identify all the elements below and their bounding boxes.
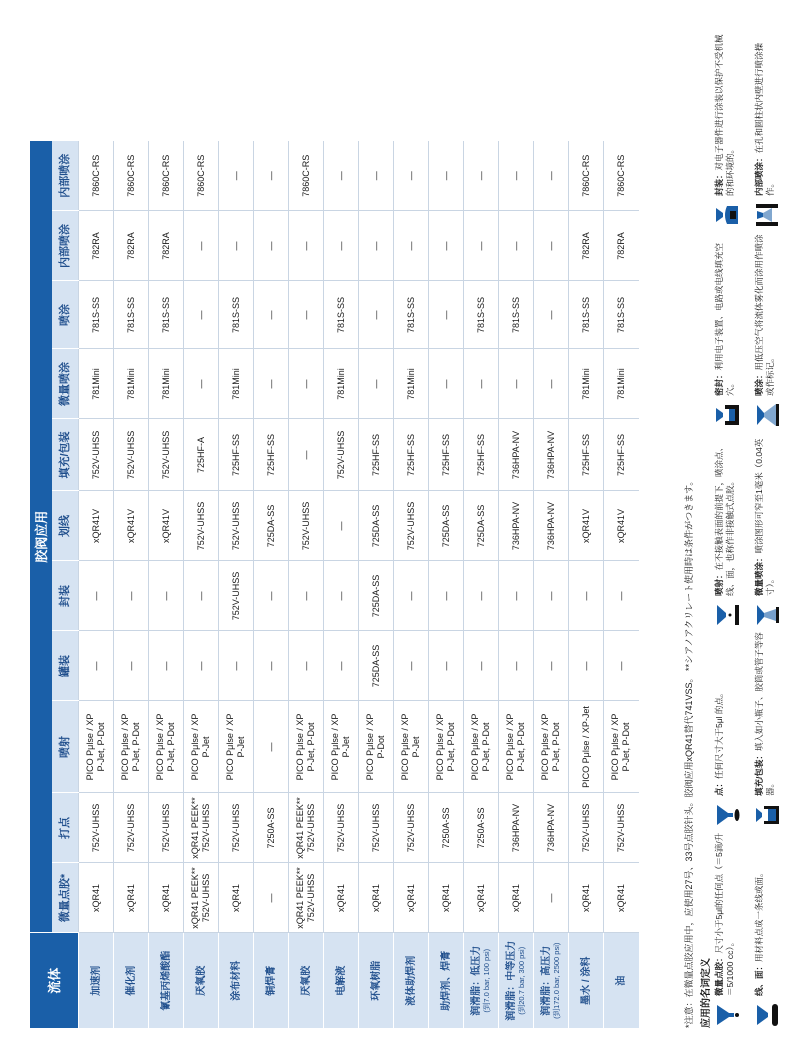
table-cell: — <box>464 631 499 701</box>
table-row <box>219 141 254 1028</box>
table-cell: — <box>534 141 569 211</box>
table-cell: — <box>184 631 219 701</box>
table-cell: 736HPA-NV <box>499 491 534 561</box>
table-cell: — <box>254 631 289 701</box>
fluid-name: 环氧树脂 <box>359 933 394 1028</box>
table-cell: 752V-UHSS <box>289 491 324 561</box>
table-cell: 752V-UHSS <box>114 419 149 491</box>
table-cell: xQR41 <box>394 863 429 933</box>
table-cell: — <box>289 419 324 491</box>
table-cell: 782RA <box>604 211 639 281</box>
legend-item <box>752 28 782 228</box>
table-cell: xQR41 PEEK** 752V-UHSS <box>289 793 324 863</box>
table-row <box>254 141 289 1028</box>
internal-spray-icon <box>754 202 780 228</box>
table-cell: 7860C-RS <box>604 141 639 211</box>
table-row <box>359 141 394 1028</box>
table-body <box>79 141 639 1028</box>
table-cell: xQR41 <box>604 863 639 933</box>
table-cell: — <box>499 141 534 211</box>
table-row <box>324 141 359 1028</box>
column-header: 喷涂 <box>52 281 79 349</box>
table-row <box>79 141 114 1028</box>
legend-item <box>712 428 742 628</box>
table-cell: PICO Pμlse / XP P-Jet, P-Dot <box>149 701 184 793</box>
table-cell: — <box>464 349 499 419</box>
legend-text: 内部喷涂：在孔和圆柱状内壁进行喷涂操作。 <box>754 42 775 196</box>
fluid-name: 液体助焊剂 <box>394 933 429 1028</box>
fill-icon <box>754 802 780 828</box>
table-row <box>604 141 639 1028</box>
table-cell: 725HF-SS <box>219 419 254 491</box>
table-cell: 782RA <box>149 211 184 281</box>
table-row <box>499 141 534 1028</box>
table-cell: 7860C-RS <box>569 141 604 211</box>
legend-text: 填充/包装：填入如小瓶子、胶筒或管子等容器。 <box>754 632 775 796</box>
micro-dot-icon <box>714 1002 740 1028</box>
table-cell: — <box>254 863 289 933</box>
table-cell: xQR41 <box>359 863 394 933</box>
table-cell: 781Mini <box>569 349 604 419</box>
table-cell: — <box>324 491 359 561</box>
table-cell: 752V-UHSS <box>114 793 149 863</box>
table-row <box>464 141 499 1028</box>
table-cell: PICO Pμlse / XP P-Jet, P-Dot <box>499 701 534 793</box>
table-cell: — <box>464 141 499 211</box>
column-header: 喷射 <box>52 701 79 793</box>
jet-icon <box>714 602 740 628</box>
table-cell: — <box>534 211 569 281</box>
valve-application-table <box>30 141 639 1028</box>
table-cell: PICO Pμlse / XP P-Jet, P-Dot <box>79 701 114 793</box>
table-cell: 781S-SS <box>569 281 604 349</box>
table-cell: 752V-UHSS <box>79 793 114 863</box>
fluid-name: 电解液 <box>324 933 359 1028</box>
table-cell: — <box>219 211 254 281</box>
table-cell: 781Mini <box>604 349 639 419</box>
table-cell: PICO Pμlse / XP P-Jet <box>219 701 254 793</box>
table-cell: 782RA <box>569 211 604 281</box>
table-cell: 781Mini <box>79 349 114 419</box>
table-cell: 781Mini <box>324 349 359 419</box>
legend-text: 喷涂：用低压空气将流体雾化而涂用作喷涂或作标记。 <box>754 234 775 396</box>
fluid-pressure-note: (到172.0 bar, 2500 psi) <box>552 942 561 1019</box>
table-cell: 752V-UHSS <box>219 561 254 631</box>
table-cell: PICO Pμlse / XP P-Jet <box>324 701 359 793</box>
table-cell: — <box>324 561 359 631</box>
table-cell: 752V-UHSS <box>394 793 429 863</box>
table-cell: xQR41 PEEK** 752V-UHSS <box>184 863 219 933</box>
table-row <box>394 141 429 1028</box>
table-cell: xQR41 <box>149 863 184 933</box>
column-header: 封装 <box>52 561 79 631</box>
table-row <box>149 141 184 1028</box>
table-cell: — <box>254 701 289 793</box>
column-header: 微量点胶* <box>52 863 79 933</box>
fluid-name: 催化剂 <box>114 933 149 1028</box>
table-cell: — <box>429 349 464 419</box>
table-cell: PICO Pμlse / XP P-Jet, P-Dot <box>534 701 569 793</box>
legend-text: 封装：对电子器件进行涂装以保护不受机械的和环境的。 <box>714 34 735 196</box>
micro-spray-icon <box>754 602 780 628</box>
table-cell: 7860C-RS <box>289 141 324 211</box>
table-cell: 752V-UHSS <box>359 793 394 863</box>
table-cell: — <box>464 561 499 631</box>
table-title: 胶阀应用 <box>30 141 52 933</box>
table-cell: 781Mini <box>219 349 254 419</box>
table-cell: — <box>359 211 394 281</box>
table-cell: — <box>184 281 219 349</box>
column-header: 划线 <box>52 491 79 561</box>
table-cell: 736HPA-NV <box>534 793 569 863</box>
table-cell: xQR41 <box>429 863 464 933</box>
legend-text: 密封：利用电子装置、电路或电线填充空穴。 <box>714 242 735 396</box>
table-cell: 781Mini <box>149 349 184 419</box>
table-cell: — <box>149 631 184 701</box>
column-header: 内部喷涂 <box>52 211 79 281</box>
table-cell: PICO Pμlse / XP P-Jet, P-Dot <box>289 701 324 793</box>
table-cell: — <box>184 211 219 281</box>
table-cell: — <box>429 141 464 211</box>
table-cell: 725HF-A <box>184 419 219 491</box>
table-row <box>429 141 464 1028</box>
table-cell: — <box>79 631 114 701</box>
table-cell: 752V-UHSS <box>149 419 184 491</box>
table-cell: — <box>394 561 429 631</box>
table-cell: — <box>289 631 324 701</box>
table-cell: — <box>499 349 534 419</box>
table-cell: 781S-SS <box>114 281 149 349</box>
table-cell: 7250A-SS <box>429 793 464 863</box>
table-cell: 752V-UHSS <box>324 419 359 491</box>
table-cell: 725DA-SS <box>254 491 289 561</box>
table-cell: — <box>359 141 394 211</box>
table-cell: 725HF-SS <box>464 419 499 491</box>
legend-item <box>752 628 782 828</box>
fluid-name: 氰基丙烯酸酯 <box>149 933 184 1028</box>
legend-text: 微量喷涂：喷涂图形可窄至1毫米（0.04英寸）。 <box>754 438 775 596</box>
table-cell: 781S-SS <box>324 281 359 349</box>
table-cell: — <box>219 141 254 211</box>
table-cell: — <box>324 631 359 701</box>
table-cell: 752V-UHSS <box>604 793 639 863</box>
table-cell: 781S-SS <box>464 281 499 349</box>
legend-title: 应用的名词定义 <box>701 958 712 1028</box>
table-cell: PICO Pμlse / XP P-Dot <box>359 701 394 793</box>
table-cell: — <box>324 211 359 281</box>
column-header-row <box>52 141 79 1028</box>
table-cell: — <box>394 141 429 211</box>
table-cell: — <box>429 211 464 281</box>
table-cell: 725HF-SS <box>394 419 429 491</box>
table-cell: PICO Pμlse / XP-Jet <box>569 701 604 793</box>
fluid-name: 涂布材料 <box>219 933 254 1028</box>
table-cell: 752V-UHSS <box>324 793 359 863</box>
legend-item <box>712 828 742 1028</box>
table-cell: — <box>499 561 534 631</box>
table-cell: — <box>254 211 289 281</box>
table-cell: xQR41 <box>114 863 149 933</box>
legend-item <box>752 428 782 628</box>
table-cell: 725DA-SS <box>359 631 394 701</box>
spray-icon <box>754 402 780 428</box>
column-header: 内部喷涂 <box>52 141 79 211</box>
legend-item <box>752 228 782 428</box>
table-cell: 752V-UHSS <box>219 491 254 561</box>
table-cell: — <box>534 631 569 701</box>
table-cell: xQR41V <box>569 491 604 561</box>
table-cell: — <box>254 281 289 349</box>
table-cell: 781S-SS <box>499 281 534 349</box>
table-cell: — <box>534 863 569 933</box>
table-cell: — <box>79 561 114 631</box>
table-row <box>569 141 604 1028</box>
column-header: 填充/包装 <box>52 419 79 491</box>
table-cell: — <box>289 561 324 631</box>
fluid-name: 厌氧胶 <box>289 933 324 1028</box>
legend-text: 喷射：在不接触表面的前提下，喷涂点、线、面，也称作非接触式点胶。 <box>714 442 735 596</box>
table-footnote: *注意：在微量点胶应用中，应使用27号、33号点胶针头。胶阀应用xQR41替代741VSS。 **シアノアクリレート使用時は条件がつきます。 <box>684 476 694 1028</box>
column-header: 罐装 <box>52 631 79 701</box>
table-cell: 781Mini <box>114 349 149 419</box>
column-header: 微量喷涂 <box>52 349 79 419</box>
table-cell: xQR41 <box>569 863 604 933</box>
fluid-name: 润滑脂：高压力 (到172.0 bar, 2500 psi) <box>534 933 569 1028</box>
table-cell: 782RA <box>79 211 114 281</box>
table-cell: — <box>394 631 429 701</box>
table-cell: 725DA-SS <box>359 561 394 631</box>
table-cell: — <box>359 281 394 349</box>
legend-text: 点：任何尺寸大于5μl 的点。 <box>714 688 724 796</box>
table-row <box>534 141 569 1028</box>
table-cell: — <box>289 281 324 349</box>
table-cell: 752V-UHSS <box>79 419 114 491</box>
table-cell: — <box>254 561 289 631</box>
bead-icon <box>754 1002 780 1028</box>
fluid-pressure-note: (到20.7 bar, 300 psi) <box>517 946 526 1015</box>
table-cell: 7250A-SS <box>464 793 499 863</box>
fluid-pressure-note: (到7.0 bar, 100 psi) <box>482 948 491 1013</box>
table-cell: — <box>534 349 569 419</box>
table-cell: 752V-UHSS <box>394 491 429 561</box>
legend-item <box>712 228 742 428</box>
table-cell: xQR41V <box>149 491 184 561</box>
table-cell: — <box>184 561 219 631</box>
table-cell: PICO Pμlse / XP P-Jet, P-Dot <box>114 701 149 793</box>
table-cell: — <box>429 281 464 349</box>
table-cell: 725HF-SS <box>569 419 604 491</box>
table-cell: 725DA-SS <box>359 491 394 561</box>
table-cell: xQR41 <box>464 863 499 933</box>
table-row <box>114 141 149 1028</box>
table-cell: 782RA <box>114 211 149 281</box>
table-row <box>289 141 324 1028</box>
fluid-name: 助焊剂、焊膏 <box>429 933 464 1028</box>
table-cell: 736HPA-NV <box>499 793 534 863</box>
legend-item <box>712 28 742 228</box>
table-cell: xQR41 PEEK** 752V-UHSS <box>184 793 219 863</box>
table-cell: — <box>499 211 534 281</box>
table-cell: 7250A-SS <box>254 793 289 863</box>
table-cell: xQR41V <box>604 491 639 561</box>
fluid-name: 油 <box>604 933 639 1028</box>
table-cell: — <box>184 349 219 419</box>
table-cell: 752V-UHSS <box>569 793 604 863</box>
table-cell: PICO Pμlse / XP P-Jet, P-Dot <box>464 701 499 793</box>
table-cell: — <box>324 141 359 211</box>
table-cell: — <box>534 561 569 631</box>
table-cell: xQR41V <box>79 491 114 561</box>
table-cell: PICO Pμlse / XP P-Jet <box>184 701 219 793</box>
table-cell: 752V-UHSS <box>149 793 184 863</box>
table-cell: 781S-SS <box>394 281 429 349</box>
table-cell: xQR41 <box>499 863 534 933</box>
legend-text: 线、面：用材料点成一条线或面。 <box>754 868 764 996</box>
table-cell: 781S-SS <box>149 281 184 349</box>
table-cell: — <box>114 631 149 701</box>
table-cell: 7860C-RS <box>114 141 149 211</box>
table-cell: PICO Pμlse / XP P-Jet <box>394 701 429 793</box>
table-cell: 725HF-SS <box>429 419 464 491</box>
column-header: 打点 <box>52 793 79 863</box>
table-cell: 736HPA-NV <box>499 419 534 491</box>
potting-icon <box>714 402 740 428</box>
table-cell: xQR41 PEEK** 752V-UHSS <box>289 863 324 933</box>
fluid-name: 铜焊膏 <box>254 933 289 1028</box>
fluid-name: 厌氧胶 <box>184 933 219 1028</box>
table-cell: 781S-SS <box>79 281 114 349</box>
dot-icon <box>714 802 740 828</box>
table-cell: 725HF-SS <box>604 419 639 491</box>
encapsulation-icon <box>714 202 740 228</box>
table-cell: 725DA-SS <box>429 491 464 561</box>
table-cell: — <box>289 349 324 419</box>
table-cell: — <box>114 561 149 631</box>
table-cell: 752V-UHSS <box>219 793 254 863</box>
table-cell: — <box>464 211 499 281</box>
fluid-name: 润滑脂：低压力 (到7.0 bar, 100 psi) <box>464 933 499 1028</box>
table-cell: — <box>569 631 604 701</box>
table-cell: 736HPA-NV <box>534 491 569 561</box>
table-cell: — <box>394 211 429 281</box>
table-cell: — <box>569 561 604 631</box>
table-cell: — <box>254 141 289 211</box>
table-cell: PICO Pμlse / XP P-Jet, P-Dot <box>604 701 639 793</box>
table-cell: 781S-SS <box>604 281 639 349</box>
table-cell: — <box>604 631 639 701</box>
legend-item <box>752 828 782 1028</box>
table-cell: 725DA-SS <box>464 491 499 561</box>
table-cell: 781Mini <box>394 349 429 419</box>
table-cell: 7860C-RS <box>79 141 114 211</box>
table-row <box>184 141 219 1028</box>
table-cell: xQR41 <box>79 863 114 933</box>
table-cell: 736HPA-NV <box>534 419 569 491</box>
legend-text: 微量点胶：尺寸小于5μl的任何点（＝5滴/升＝5/1000 cc）。 <box>714 832 735 996</box>
table-cell: 7860C-RS <box>149 141 184 211</box>
table-cell: — <box>254 349 289 419</box>
fluid-name: 加速剂 <box>79 933 114 1028</box>
fluid-header: 流体 <box>30 933 79 1028</box>
table-cell: 725HF-SS <box>254 419 289 491</box>
table-cell: 725HF-SS <box>359 419 394 491</box>
table-cell: — <box>534 281 569 349</box>
table-cell: — <box>289 211 324 281</box>
table-cell: — <box>604 561 639 631</box>
table-cell: — <box>499 631 534 701</box>
table-cell: PICO Pμlse / XP P-Jet, P-Dot <box>429 701 464 793</box>
table-cell: — <box>429 631 464 701</box>
table-cell: xQR41 <box>324 863 359 933</box>
table-cell: — <box>149 561 184 631</box>
table-cell: 752V-UHSS <box>184 491 219 561</box>
table-cell: — <box>359 349 394 419</box>
table-cell: 781S-SS <box>219 281 254 349</box>
table-cell: xQR41V <box>114 491 149 561</box>
table-cell: — <box>219 631 254 701</box>
table-cell: — <box>429 561 464 631</box>
table-cell: 7860C-RS <box>184 141 219 211</box>
fluid-name: 润滑脂：中等压力 (到20.7 bar, 300 psi) <box>499 933 534 1028</box>
table-cell: xQR41 <box>219 863 254 933</box>
legend-item <box>712 628 742 828</box>
fluid-name: 墨水 / 涂料 <box>569 933 604 1028</box>
